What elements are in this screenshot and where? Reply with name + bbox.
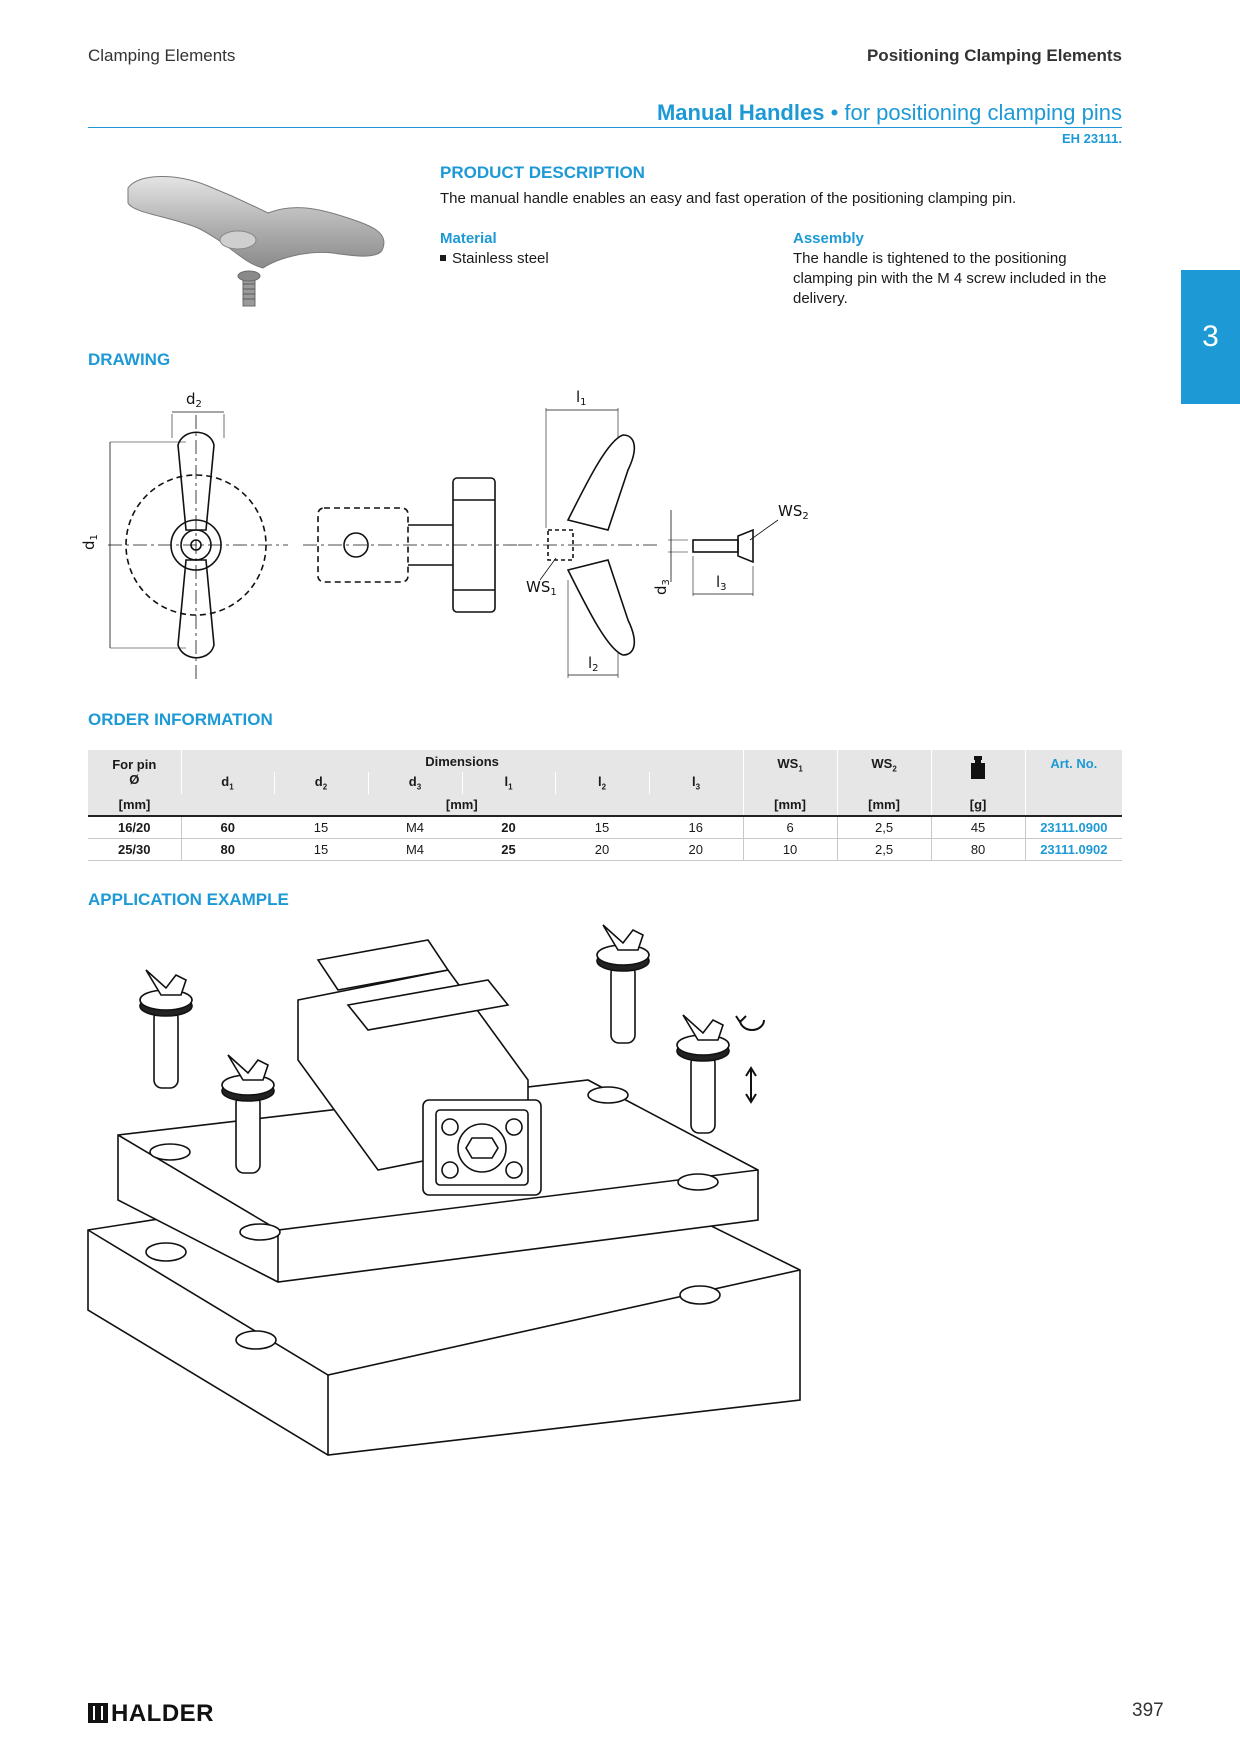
- unit-pin: [mm]: [88, 794, 181, 816]
- cell-l3: 20: [649, 839, 743, 861]
- cell-d1: 60: [181, 816, 274, 839]
- cell-d1: 80: [181, 839, 274, 861]
- cell-ws1: 10: [743, 839, 837, 861]
- title-rule: [88, 127, 1122, 128]
- col-dimensions: Dimensions: [181, 750, 743, 772]
- unit-ws1: [mm]: [743, 794, 837, 816]
- drawing-heading: DRAWING: [88, 350, 171, 369]
- col-d1: $d_1$: [181, 772, 274, 794]
- unit-dimensions: [mm]: [181, 794, 743, 816]
- product-description-text: The manual handle enables an easy and fast operation of the positioning clamping pin.: [440, 190, 1017, 207]
- col-d2: $d_2$: [274, 772, 368, 794]
- product-code: EH 23111.: [1062, 131, 1122, 146]
- cell-d3: M4: [368, 839, 462, 861]
- cell-d2: 15: [274, 816, 368, 839]
- cell-pin: 25/30: [88, 839, 181, 861]
- cell-d2: 15: [274, 839, 368, 861]
- cell-art-no-link[interactable]: 23111.0900: [1025, 816, 1122, 839]
- order-information-heading: ORDER INFORMATION: [88, 710, 273, 729]
- title-sub: for positioning clamping pins: [844, 100, 1122, 125]
- col-l3: $l_3$: [649, 772, 743, 794]
- halder-logo: [88, 1700, 214, 1728]
- material-heading: Material: [440, 230, 497, 247]
- table-row: [88, 816, 1122, 839]
- technical-drawing: [80, 388, 848, 690]
- label-d3: $d_3$: [652, 579, 672, 595]
- label-ws2: $WS_2$: [778, 502, 809, 522]
- material-item-text: Stainless steel: [452, 250, 549, 267]
- col-for-pin: For pin: [88, 750, 181, 772]
- cell-ws1: 6: [743, 816, 837, 839]
- page-number: 397: [1132, 1700, 1164, 1721]
- table-row: [88, 839, 1122, 861]
- cell-l2: 20: [555, 839, 649, 861]
- assembly-heading: Assembly: [793, 230, 864, 247]
- label-d2: $d_2$: [186, 390, 202, 410]
- cell-l3: 16: [649, 816, 743, 839]
- cell-art-no-link[interactable]: 23111.0902: [1025, 839, 1122, 861]
- cell-weight: 45: [931, 816, 1025, 839]
- application-example-drawing: [88, 930, 808, 1460]
- order-table: [88, 750, 1122, 861]
- cell-ws2: 2,5: [837, 816, 931, 839]
- halder-logo-icon: [88, 1703, 108, 1723]
- label-l1: $l_1$: [576, 388, 587, 408]
- cell-l1: 20: [462, 816, 555, 839]
- cell-l2: 15: [555, 816, 649, 839]
- cell-l1: 25: [462, 839, 555, 861]
- product-description-heading: PRODUCT DESCRIPTION: [440, 163, 645, 182]
- col-ws1: $WS_1$: [743, 750, 837, 794]
- weight-icon: [970, 756, 986, 780]
- col-ws2: $WS_2$: [837, 750, 931, 794]
- chapter-tab[interactable]: [1181, 270, 1240, 404]
- col-l2: $l_2$: [555, 772, 649, 794]
- title-main: Manual Handles: [656, 100, 825, 125]
- unit-art: [1025, 794, 1122, 816]
- unit-ws2: [mm]: [837, 794, 931, 816]
- col-weight: [931, 750, 1025, 794]
- cell-weight: 80: [931, 839, 1025, 861]
- bullet-square-icon: [440, 255, 446, 261]
- product-photo: [118, 168, 393, 323]
- label-l2: $l_2$: [588, 654, 599, 674]
- material-item: [440, 249, 549, 269]
- title-bullet: •: [830, 100, 839, 125]
- cell-pin: 16/20: [88, 816, 181, 839]
- unit-weight: [g]: [931, 794, 1025, 816]
- chapter-number: 3: [1202, 320, 1219, 353]
- cell-ws2: 2,5: [837, 839, 931, 861]
- header-section: Positioning Clamping Elements: [866, 46, 1122, 65]
- label-d1: $d_1$: [80, 534, 100, 550]
- label-ws1: $WS_1$: [526, 578, 557, 598]
- header-category: Clamping Elements: [88, 46, 236, 65]
- cell-d3: M4: [368, 816, 462, 839]
- col-diameter: Ø: [88, 772, 181, 794]
- logo-text: HALDER: [111, 1700, 214, 1727]
- col-l1: $l_1$: [462, 772, 555, 794]
- col-d3: $d_3$: [368, 772, 462, 794]
- assembly-text: The handle is tightened to the positioning clamping pin with the M 4 screw included in the delivery.: [793, 250, 1107, 307]
- page-title: [657, 100, 1122, 126]
- label-l3: $l_3$: [716, 573, 727, 593]
- col-art-no: Art. No.: [1025, 750, 1122, 794]
- application-example-heading: APPLICATION EXAMPLE: [88, 890, 289, 909]
